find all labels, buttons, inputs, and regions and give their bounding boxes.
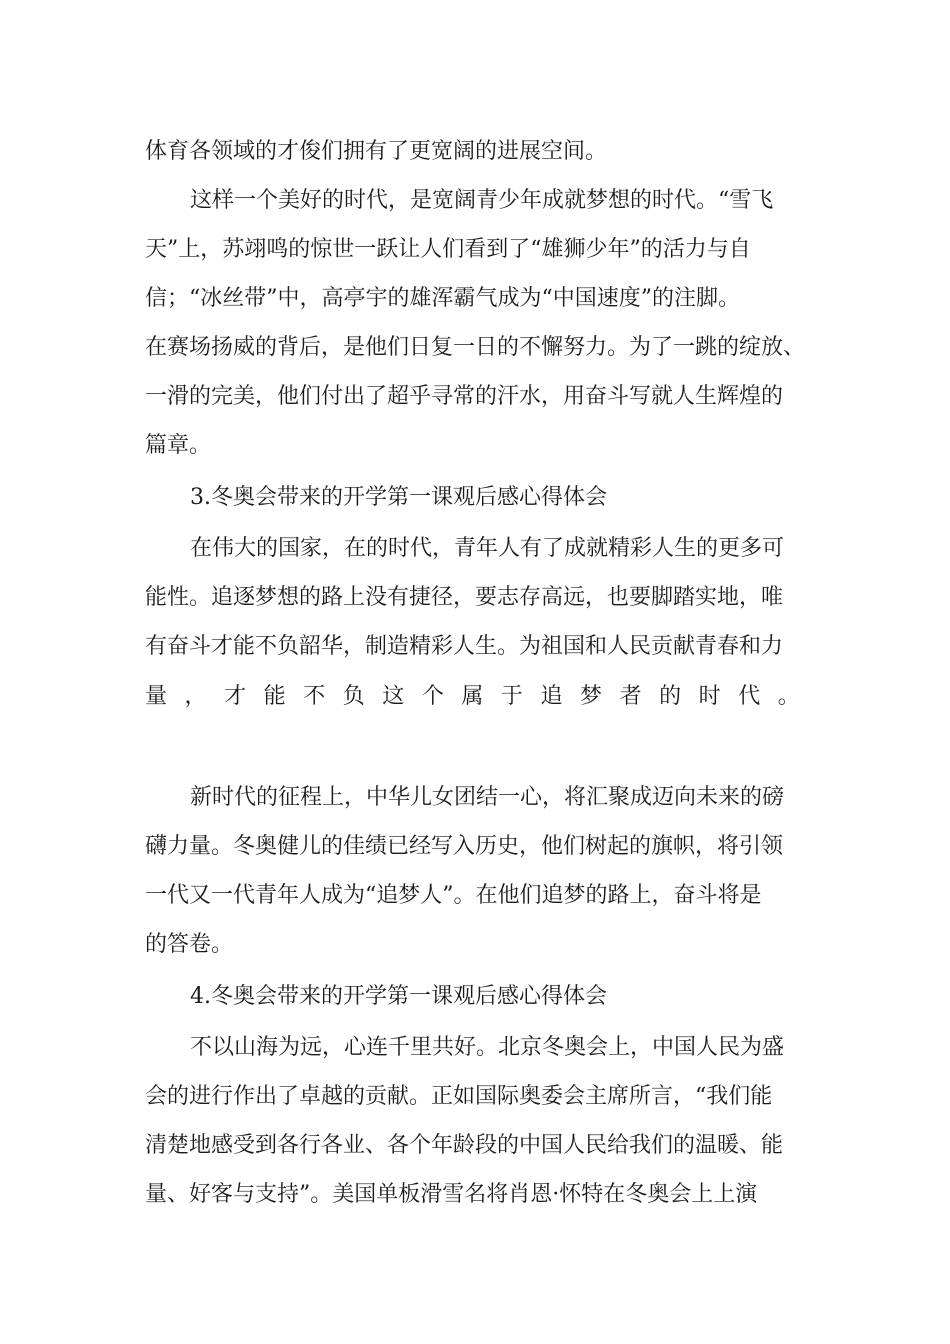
section-heading: 3.冬奥会带来的开学第一课观后感心得体会	[190, 485, 607, 510]
text-line: 会的进行作出了卓越的贡献。正如国际奥委会主席所言，“我们能	[145, 1084, 773, 1109]
paragraph-first-line: 不以山海为远，心连千里共好。北京冬奥会上，中国人民为盛	[190, 1035, 785, 1060]
spread-char: 个	[421, 684, 444, 709]
text-line: 的答卷。	[145, 932, 234, 957]
spread-char: 能	[263, 684, 286, 709]
spread-char: 不	[303, 684, 326, 709]
spread-char: 量	[145, 684, 168, 709]
spread-char: 属	[461, 684, 484, 709]
spread-char: 这	[382, 684, 405, 709]
spread-char: ，	[184, 684, 207, 709]
text-line: 礴力量。冬奥健儿的佳绩已经写入历史，他们树起的旗帜，将引领	[145, 834, 784, 859]
spread-char: 梦	[580, 684, 603, 709]
text-line: 篇章。	[145, 433, 212, 458]
text-line: 量、好客与支持”。美国单板滑雪名将肖恩·怀特在冬奥会上上演	[145, 1182, 758, 1207]
text-line: 体育各领域的才俊们拥有了更宽阔的进展空间。	[145, 139, 608, 164]
text-line: 一代又一代青年人成为“追梦人”。在他们追梦的路上，奋斗将是	[145, 883, 762, 908]
spread-char: 。	[777, 684, 800, 709]
paragraph-first-line: 新时代的征程上，中华儿女团结一心，将汇聚成迈向未来的磅	[190, 785, 785, 810]
text-line: 清楚地感受到各行各业、各个年龄段的中国人民给我们的温暖、能	[145, 1133, 784, 1158]
spread-char: 负	[342, 684, 365, 709]
spread-text-line	[145, 682, 800, 712]
paragraph-first-line: 这样一个美好的时代，是宽阔青少年成就梦想的时代。“雪飞	[190, 188, 774, 213]
text-line: 天”上，苏翊鸣的惊世一跃让人们看到了“雄狮少年”的活力与自	[145, 237, 751, 262]
section-heading: 4.冬奥会带来的开学第一课观后感心得体会	[190, 984, 607, 1009]
paragraph-first-line: 在伟大的国家，在的时代，青年人有了成就精彩人生的更多可	[190, 536, 785, 561]
spread-char: 的	[659, 684, 682, 709]
text-line: 能性。追逐梦想的路上没有捷径，要志存高远，也要脚踏实地，唯	[145, 585, 784, 610]
spread-char: 时	[698, 684, 721, 709]
spread-char: 才	[224, 684, 247, 709]
spread-char: 追	[540, 684, 563, 709]
text-line: 在赛场扬威的背后，是他们日复一日的不懈努力。为了一跳的绽放、	[145, 335, 806, 360]
text-line: 一滑的完美，他们付出了超乎寻常的汗水，用奋斗写就人生辉煌的	[145, 384, 784, 409]
spread-char: 者	[619, 684, 642, 709]
spread-char: 于	[500, 684, 523, 709]
spread-char: 代	[738, 684, 761, 709]
text-line: 信；“冰丝带”中，高亭宇的雄浑霸气成为“中国速度”的注脚。	[145, 286, 740, 311]
text-line: 有奋斗才能不负韶华，制造精彩人生。为祖国和人民贡献青春和力	[145, 634, 784, 659]
